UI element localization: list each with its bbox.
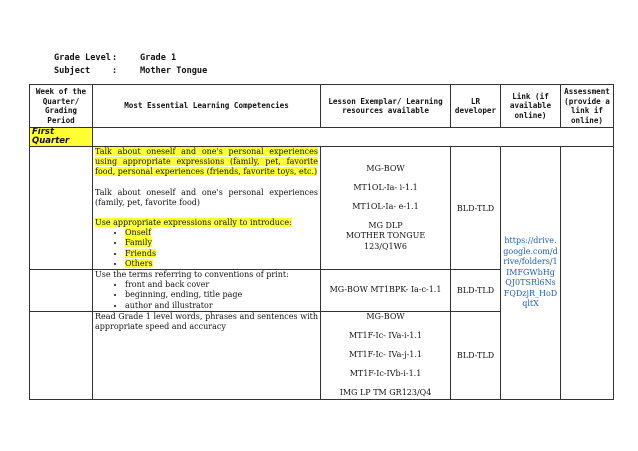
table-row	[30, 147, 614, 270]
col-competencies: Most Essential Learning Competencies	[93, 85, 321, 128]
competency-text: Use the terms referring to conventions of print:	[95, 270, 289, 280]
grade-level-value: Grade 1	[140, 53, 177, 63]
assessment-cell	[561, 147, 614, 400]
list-item: • beginning, ending, title page	[125, 290, 318, 300]
quarter-row-filler	[93, 128, 614, 147]
competency-text: Talk about oneself and one's personal experiences using appropriate expressions (family, pet, favorite food, personal experiences (friends, favorite toys, etc.)	[95, 147, 318, 177]
lr-cell: MG-BOW MT1F-Ic- IVa-i-1.1 MT1F-Ic- IVa-j-1.1 MT1F-Ic-IVb-i-1.1 IMG LP TM GR123/Q4	[321, 311, 451, 399]
competency-bullets	[95, 228, 318, 269]
col-lr-developer: LR developer	[451, 85, 501, 128]
week-cell	[30, 147, 93, 270]
week-cell	[30, 270, 93, 312]
link-cell	[501, 147, 561, 400]
developer-cell: BLD-TLD	[451, 311, 501, 399]
competency-cell	[93, 270, 321, 312]
competency-text: Use appropriate expressions orally to introduce:	[95, 218, 292, 228]
subject-colon: :	[112, 66, 118, 76]
week-cell	[30, 311, 93, 399]
list-item: • Onself	[125, 228, 318, 238]
document-header	[54, 52, 207, 78]
list-item: • Others	[125, 259, 318, 269]
lr-cell: MG-BOW MT1BPK- Ia-c-1.1	[321, 270, 451, 312]
table-header-row	[30, 85, 614, 128]
grade-level-colon: :	[112, 53, 118, 63]
grade-level-row	[54, 52, 207, 65]
list-item: • front and back cover	[125, 280, 318, 290]
developer-cell: BLD-TLD	[451, 270, 501, 312]
competency-text: Talk about oneself and one's personal experiences (family, pet, favorite food)	[95, 187, 318, 207]
competency-text: Read Grade 1 level words, phrases and sentences with appropriate speed and accuracy	[95, 311, 318, 332]
list-item: • Friends	[125, 249, 318, 259]
competency-cell	[93, 147, 321, 270]
subject-row	[54, 65, 207, 78]
developer-cell: BLD-TLD	[451, 147, 501, 270]
competency-bullets	[95, 280, 318, 311]
grade-level-label: Grade Level	[54, 53, 111, 63]
col-week: Week of the Quarter/ Grading Period	[30, 85, 93, 128]
subject-label: Subject	[54, 66, 91, 76]
subject-value: Mother Tongue	[140, 66, 208, 76]
lr-cell: MG-BOW MT1OL-Ia- i-1.1 MT1OL-Ia- e-1.1 MG DLP MOTHER TONGUE 123/Q1W6	[321, 147, 451, 270]
list-item: • Family	[125, 238, 318, 248]
quarter-row	[30, 128, 614, 147]
competency-cell	[93, 311, 321, 399]
drive-folder-link[interactable]: https://drive.google.com/drive/folders/1IMFGWbHgQJ0TSRl6NsFQDzjR_HoDqltX	[503, 236, 558, 309]
list-item: • author and illustrator	[125, 301, 318, 311]
quarter-label: First Quarter	[30, 128, 93, 147]
col-link: Link (if available online)	[501, 85, 561, 128]
col-assessment: Assessment (provide a link if online)	[561, 85, 614, 128]
melc-table	[29, 84, 614, 400]
col-lesson-exemplar: Lesson Exemplar/ Learning resources available	[321, 85, 451, 128]
